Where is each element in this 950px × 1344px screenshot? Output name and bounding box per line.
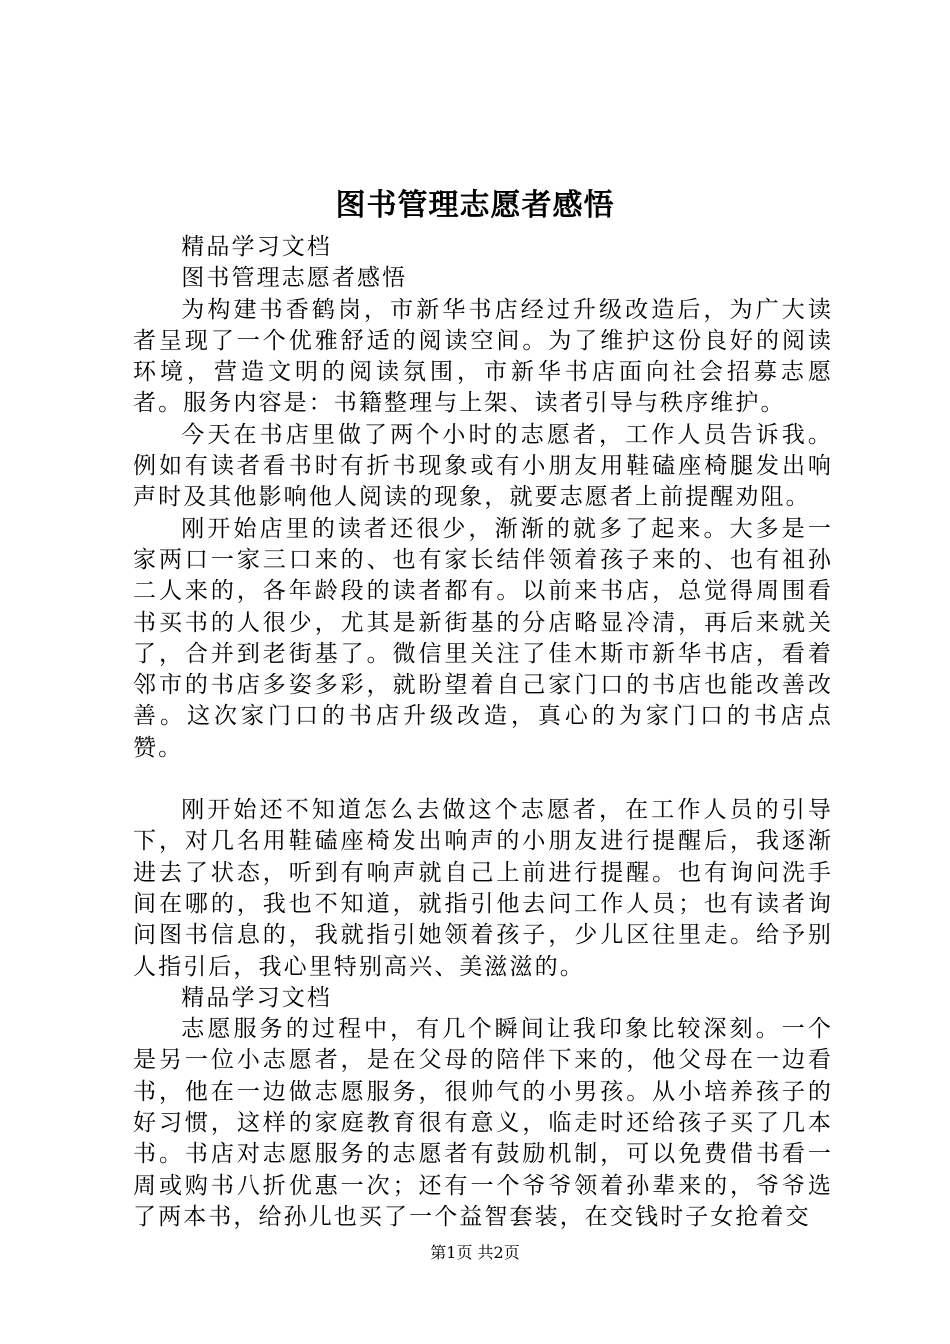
document-body (133, 232, 833, 1233)
header-label: 精品学习文档 (181, 234, 332, 260)
paragraph: 今天在书店里做了两个小时的志愿者，工作人员告诉我。例如有读者看书时有折书现象或有小朋友用鞋磕座椅腿发出响声时及其他影响他人阅读的现象，就要志愿者上前提醒劝阻。 (133, 421, 833, 511)
paragraph: 志愿服务的过程中，有几个瞬间让我印象比较深刻。一个是另一位小志愿者，是在父母的陪伴下来的，他父母在一边看书，他在一边做志愿服务，很帅气的小男孩。从小培养孩子的好习惯，这样的家庭教育很有意义，临走时还给孩子买了几本书。书店对志愿服务的志愿者有鼓励机制，可以免费借书看一周或购书八折优惠一次；还有一个爷爷领着孙辈来的，爷爷选了两本书，给孙儿也买了一个益智套装，在交钱时子女抢着交 (133, 1016, 833, 1230)
document-title: 图书管理志愿者感悟 (335, 188, 615, 223)
subtitle: 图书管理志愿者感悟 (181, 265, 408, 292)
paragraph: 刚开始店里的读者还很少，渐渐的就多了起来。大多是一家两口一家三口来的、也有家长结伴领着孩子来的、也有祖孙二人来的，各年龄段的读者都有。以前来书店，总觉得周围看书买书的人很少，尤其是新街基的分店略显冷清，再后来就关了，合并到老街基了。微信里关注了佳木斯市新华书店，看着邻市的书店多姿多彩，就盼望着自己家门口的书店也能改善改善。这次家门口的书店升级改造，真心的为家门口的书店点赞。 (133, 515, 833, 761)
header-label: 精品学习文档 (181, 984, 332, 1011)
paragraph: 刚开始还不知道怎么去做这个志愿者，在工作人员的引导下，对几名用鞋磕座椅发出响声的小朋友进行提醒后，我逐渐进去了状态，听到有响声就自己上前进行提醒。也有询问洗手间在哪的，我也不知道，就指引他去问工作人员；也有读者询问图书信息的，我就指引她领着孩子，少儿区往里走。给予别人指引后，我心里特别高兴、美滋滋的。 (133, 797, 833, 980)
page-number-footer: 第1页 共2页 (430, 1243, 520, 1262)
paragraph: 为构建书香鹤岗，市新华书店经过升级改造后，为广大读者呈现了一个优雅舒适的阅读空间。为了维护这份良好的阅读环境，营造文明的阅读氛围，市新华书店面向社会招募志愿者。服务内容是：书籍整理与上架、读者引导与秩序维护。 (133, 296, 833, 417)
